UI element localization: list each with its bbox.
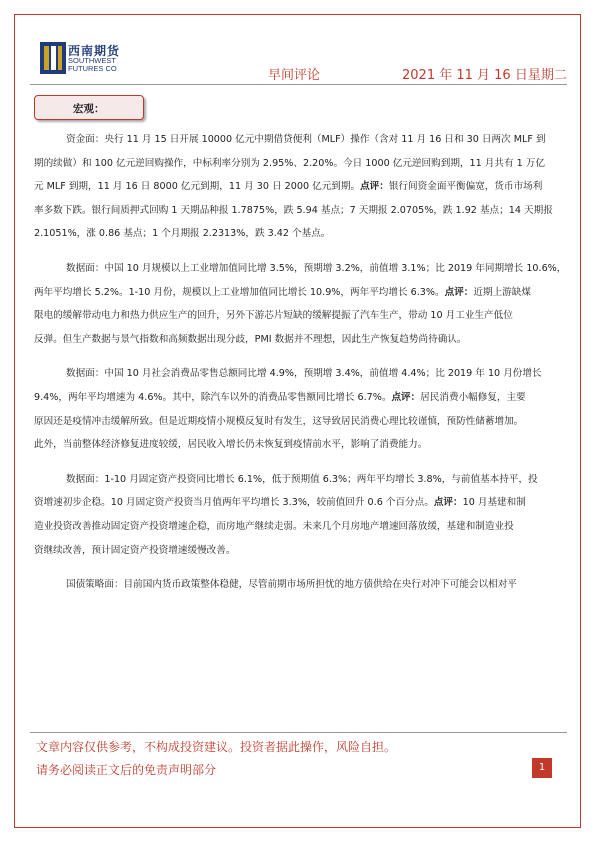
text-line: 期的续做）和 100 亿元逆回购操作，中标利率分别为 2.95%、2.20%。今日 1000 亿元逆回购到期，11 月共有 1 万亿 [34,157,545,169]
comment-label: 点评： [444,286,474,298]
disclaimer-line-2: 请务必阅读正文后的免责声明部分 [36,763,217,777]
text-line: 2.1051%，涨 0.86 基点；1 个月期报 2.2313%，跌 3.42 个基点。 [34,228,331,240]
header-divider [30,84,567,85]
comment-label: 点评： [360,181,389,193]
text-line: 9.4%，两年平均增速为 4.6%。其中，除汽车以外的消费品零售额同比增长 6.7%。点评：居民消费小幅修复，主要 [34,391,526,403]
text-line: 率多数下跌。银行间质押式回购 1 天期品种报 1.7875%，跌 5.94 基点；7 天期报 2.0705%，跌 1.92 基点；14 天期报 [34,204,553,216]
text-line: 两年平均增长 5.2%。1-10 月份，规模以上工业增加值同比增长 10.9%，两年平均增长 6.3%。点评：近期上游缺煤 [34,286,531,298]
text-line: 国债策略面：目前国内货币政策整体稳健，尽管前期市场所担忧的地方债供给在央行对冲下可能会以相对平 [66,579,517,591]
logo-mark-icon [40,42,66,74]
paragraph-bond-strategy [66,573,562,597]
text-line: 数据面：中国 10 月规模以上工业增加值同比增 3.5%，预期增 3.2%，前值增 3.1%；比 2019 年同期增长 10.6%， [66,262,567,274]
text-line: 造业投资改善推动固定资产投资增速企稳，而房地产继续走弱。未来几个月房地产增速回落放缓，基建和制造业投 [34,520,514,532]
comment-label: 点评： [433,497,463,509]
text-line: 数据面：中国 10 月社会消费品零售总额同比增 4.9%，预期增 3.4%，前值增 4.4%；比 2019 年 10 月份增长 [66,368,542,380]
text-line: 资继续改善，预计固定资产投资增速缓慢改善。 [34,544,236,556]
logo-chinese-name: 西南期货 [68,44,121,58]
disclaimer-line-1: 文章内容仅供参考，不构成投资建议。投资者据此操作，风险自担。 [36,740,397,754]
text-line: 数据面：1-10 月固定资产投资同比增长 6.1%，低于预期值 6.3%；两年平均增长 3.8%，与前值基本持平，投 [66,473,538,485]
company-logo [40,40,130,80]
text-line: 资金面：央行 11 月 15 日开展 10000 亿元中期借贷便利（MLF）操作（含对 11 月 16 日和 30 日两次 MLF 到 [66,134,546,145]
text-line: 反弹。但生产数据与景气指数和高频数据出现分歧，PMI 数据并不理想，因此生产恢复趋势尚待确认。 [34,333,467,345]
comment-label: 点评： [391,391,421,403]
text-line: 元 MLF 到期，11 月 16 日 8000 亿元到期，11 月 30 日 2000 亿元到期。点评：银行间资金面平衡偏宽，货币市场利 [34,181,543,193]
report-date: 2021 年 11 月 16 日星期二 [402,68,567,83]
text-line: 此外，当前整体经济修复进度较缓，居民收入增长仍未恢复到疫情前水平，影响了消费能力。 [34,439,428,451]
article-body [34,128,567,608]
logo-english-name [68,57,117,73]
section-heading-box [34,95,144,120]
paragraph-funds [34,128,562,246]
logo-english-line-1: SOUTHWEST [68,56,116,65]
page-number-badge: 1 [532,758,552,778]
text-line: 资增速初步企稳。10 月固定资产投资当月值两年平均增长 3.3%，较前值回升 0.6 个百分点。点评：10 月基建和制 [34,497,526,509]
footer-divider [30,732,567,733]
text-line: 限电的缓解带动电力和热力供应生产的回升，另外下游芯片短缺的缓解提振了汽车生产，带动 10 月工业生产低位 [34,310,513,322]
logo-english-line-2: FUTURES CO [68,64,117,73]
paragraph-investment [34,468,562,562]
report-title: 早间评论 [268,68,321,83]
text-line: 原因还是疫情冲击缓解所致。但是近期疫情小规模反复时有发生，这导致居民消费心理比较谨慎，预防性储蓄增加。 [34,415,524,427]
paragraph-industrial [34,257,567,351]
section-heading: 宏观： [73,103,105,115]
paragraph-retail [34,362,562,456]
